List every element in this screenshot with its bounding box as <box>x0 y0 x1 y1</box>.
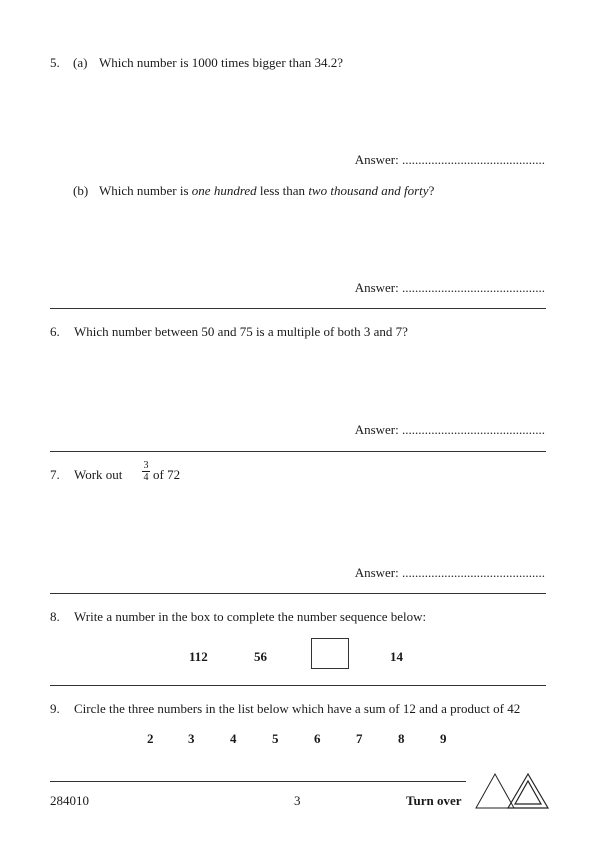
question-5b-text-part: ? <box>428 183 435 198</box>
turn-over-label: Turn over <box>406 793 462 808</box>
answer-dots: ............................................ <box>402 565 545 580</box>
divider <box>50 308 546 309</box>
question-9-number: 9. <box>50 701 60 716</box>
answer-label: Answer: <box>354 152 399 167</box>
answer-label: Answer: <box>354 565 399 580</box>
list-number[interactable]: 3 <box>188 731 195 746</box>
answer-line-7[interactable] <box>355 565 545 581</box>
question-6-text: Which number between 50 and 75 is a multiple of both 3 and 7? <box>74 324 408 339</box>
list-number[interactable]: 5 <box>272 731 279 746</box>
sequence-term: 14 <box>390 649 403 664</box>
question-5b-text <box>99 183 434 199</box>
sequence-answer-box[interactable] <box>311 638 349 669</box>
question-7-number: 7. <box>50 467 60 482</box>
divider <box>50 593 546 594</box>
sequence-term: 56 <box>254 649 267 664</box>
question-5b-text-part: Which number is <box>99 183 192 198</box>
answer-dots: ............................................ <box>402 152 545 167</box>
question-5-number: 5. <box>50 55 60 70</box>
list-number[interactable]: 4 <box>230 731 237 746</box>
divider <box>50 451 546 452</box>
answer-dots: ............................................ <box>402 280 545 295</box>
question-6-number: 6. <box>50 324 60 339</box>
answer-label: Answer: <box>354 422 399 437</box>
question-5a-label: (a) <box>73 55 88 70</box>
answer-line-6[interactable] <box>355 422 545 438</box>
sequence-term: 112 <box>189 649 208 664</box>
list-number[interactable]: 2 <box>147 731 154 746</box>
question-5a-text: Which number is 1000 times bigger than 34.2? <box>99 55 344 70</box>
fraction-three-quarters <box>141 460 151 483</box>
triangles-logo-icon <box>472 771 550 811</box>
question-7-text: Work out <box>74 467 123 482</box>
footer-code: 284010 <box>50 793 89 808</box>
answer-label: Answer: <box>354 280 399 295</box>
list-number[interactable]: 8 <box>398 731 405 746</box>
question-5b-text-part: less than <box>256 183 309 198</box>
list-number[interactable]: 6 <box>314 731 321 746</box>
question-7-text-suffix: of 72 <box>153 467 181 482</box>
answer-line-5b[interactable] <box>355 280 545 296</box>
question-5b-emphasis-2: two thousand and forty <box>308 183 429 198</box>
page-number: 3 <box>294 793 301 808</box>
question-5b-emphasis-1: one hundred <box>191 183 257 198</box>
divider <box>50 685 546 686</box>
question-5b-label: (b) <box>73 183 89 198</box>
answer-dots: ............................................ <box>402 422 545 437</box>
fraction-denominator: 4 <box>143 472 149 483</box>
question-9-text: Circle the three numbers in the list below which have a sum of 12 and a product of 42 <box>74 701 521 716</box>
answer-line-5a[interactable] <box>355 152 545 168</box>
question-8-number: 8. <box>50 609 60 624</box>
list-number[interactable]: 9 <box>440 731 447 746</box>
fraction-numerator: 3 <box>143 460 149 471</box>
footer-divider <box>50 781 466 782</box>
question-8-text: Write a number in the box to complete the number sequence below: <box>74 609 427 624</box>
list-number[interactable]: 7 <box>356 731 363 746</box>
